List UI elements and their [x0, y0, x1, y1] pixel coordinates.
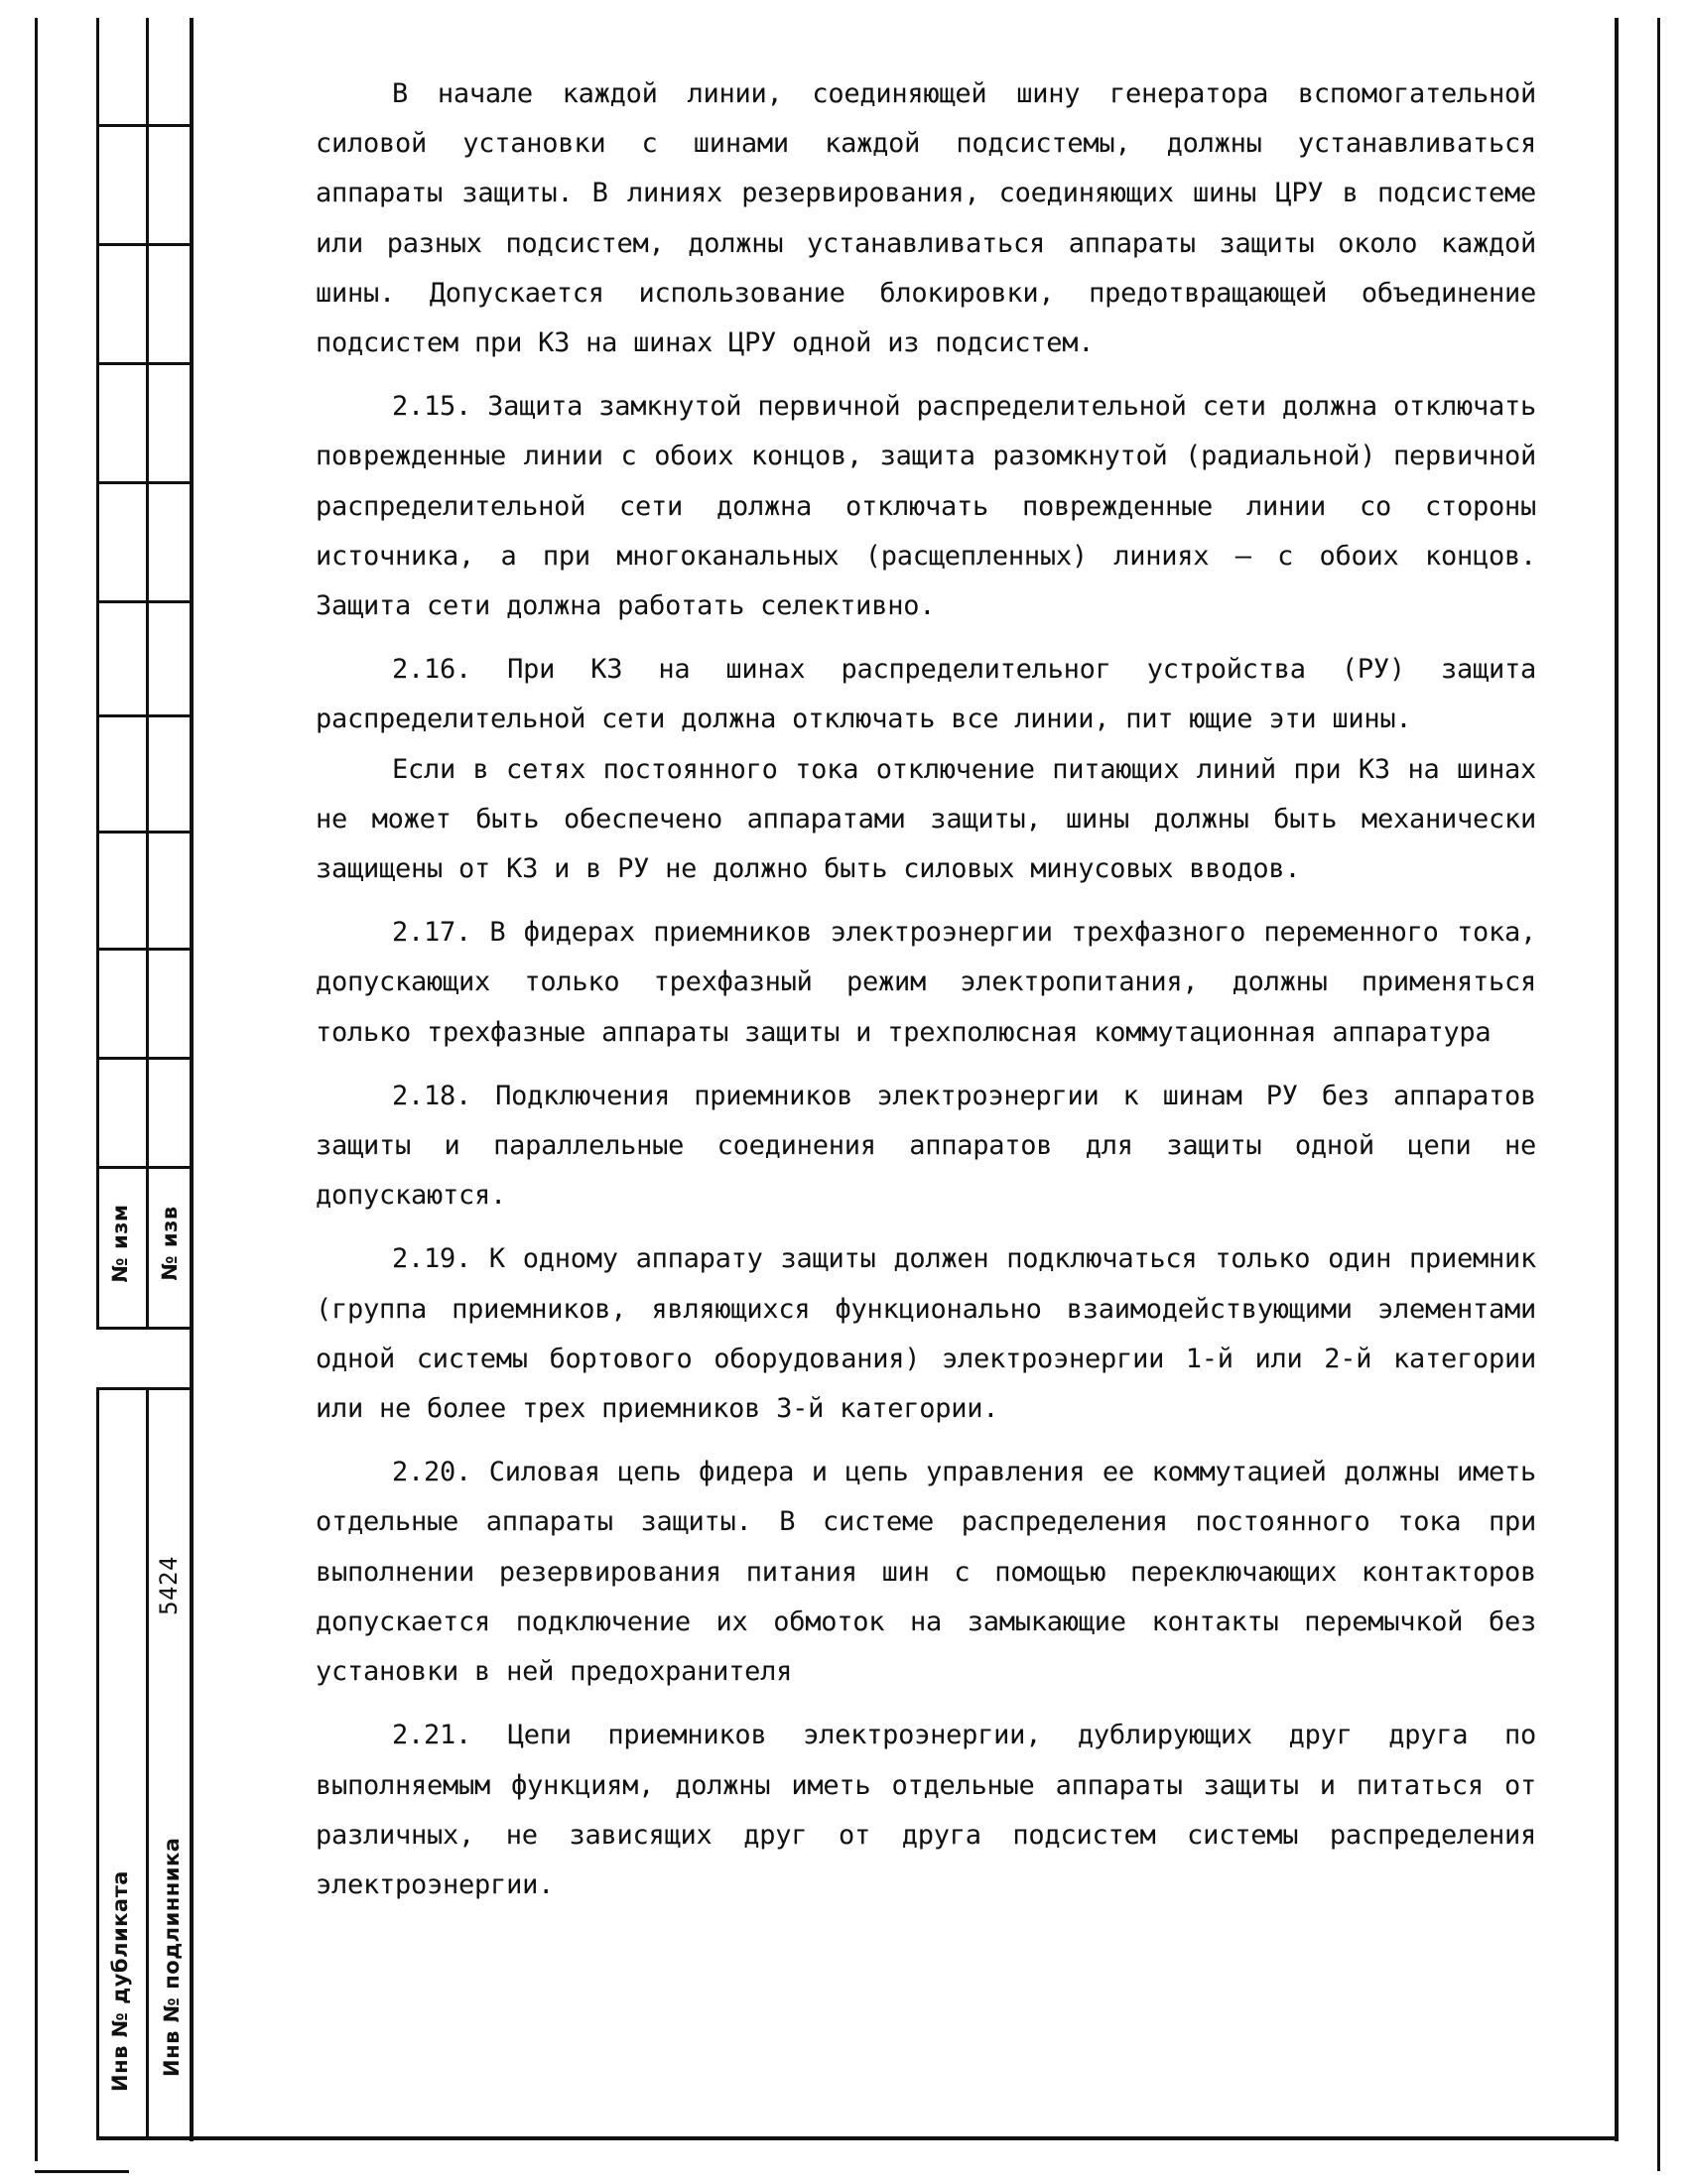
stamp-lower-outer-line — [96, 1387, 99, 2139]
stamp-row-line — [96, 1166, 190, 1169]
paragraph-2-21: 2.21. Цепи приемников электроэнергии, дублирующих друг друга по выполняемым функциям, должны иметь отдельные аппараты защиты и питаться от различных, не зависящих друг от друга подсистем системы распределения электроэнергии. — [316, 1720, 1536, 1900]
stamp-upper-outer-line — [96, 18, 99, 1328]
stamp-row-line — [96, 948, 190, 951]
bottom-margin-stub — [35, 2170, 129, 2173]
stamp-inv-duplicate-label: Инв № дубликата — [108, 1870, 132, 2092]
paragraph-2-15: 2.15. Защита замкнутой первичной распределительной сети должна отключать поврежденные линии с обоих концов, защита разомкнутой (радиальной) первичной распределительной сети должна отключать поврежденные линии со стороны источника, а при многоканальных (расщепленных) линиях – с обоих концов. Защита сети должна работать селективно. — [316, 391, 1536, 622]
stamp-lower-top-line — [96, 1387, 190, 1390]
stamp-upper-bottom-line — [96, 1327, 190, 1330]
stamp-lower-mid-line — [146, 1387, 149, 2139]
frame-right-border — [1615, 18, 1619, 2141]
paragraph-2-17: 2.17. В фидерах приемников электроэнергии трехфазного переменного тока, допускающих только трехфазный режим электропитания, должны применяться только трехфазные аппараты защиты и трехполюсная коммутационная аппаратура — [316, 917, 1536, 1048]
stamp-izm-label: № изм — [108, 1204, 132, 1283]
stamp-row-line — [96, 243, 190, 246]
frame-left-border — [190, 18, 194, 2141]
stamp-row-line — [96, 714, 190, 717]
stamp-row-line — [96, 362, 190, 365]
stamp-row-line — [96, 124, 190, 127]
outer-right-line — [1657, 18, 1660, 2171]
stamp-inv-original-number: 5424 — [155, 1556, 183, 1615]
stamp-inv-original-label: Инв № подлинника — [160, 1837, 184, 2077]
paragraph: Если в сетях постоянного тока отключение питающих линий при КЗ на шинах не может быть обеспечено аппаратами защиты, шины должны быть механически защищены от КЗ и в РУ не должно быть силовых минусовых вводов. — [316, 753, 1536, 885]
frame-bottom-border — [96, 2136, 1619, 2140]
stamp-row-line — [96, 1057, 190, 1060]
paragraph-2-16: 2.16. При КЗ на шинах распределительног устройства (РУ) защита распределительной сети должна отключать все линии, пит ющие эти шины. — [316, 654, 1536, 735]
stamp-row-line — [96, 481, 190, 484]
stamp-upper-mid-line — [146, 18, 149, 1328]
paragraph: В начале каждой линии, соединяющей шину генератора вспомогательной силовой установки с шинами каждой подсистемы, должны устанавливаться аппараты защиты. В линиях резервирования, соединяющих шины ЦРУ в подсистеме или разных подсистем, должны устанавливаться аппараты защиты около каждой шины. Допускается использование блокировки, предотвращающей объединение подсистем при КЗ на шинах ЦРУ одной из подсистем. — [316, 78, 1536, 359]
stamp-izv-label: № изв — [158, 1206, 182, 1281]
paragraph-2-19: 2.19. К одному аппарату защиты должен подключаться только один приемник (группа приемников, являющихся функционально взаимодействующими элементами одной системы бортового оборудования) электроэнергии 1-й или 2-й категории или не более трех приемников 3-й категории. — [316, 1243, 1536, 1425]
stamp-row-line — [96, 831, 190, 834]
left-margin-line — [35, 18, 38, 2161]
paragraph-2-20: 2.20. Силовая цепь фидера и цепь управления ее коммутацией должны иметь отдельные аппараты защиты. В системе распределения постоянного тока при выполнении резервирования питания шин с помощью переключающих контакторов допускается подключение их обмоток на замыкающие контакты перемычкой без установки в ней предохранителя — [316, 1457, 1536, 1688]
document-body — [316, 69, 1536, 1910]
stamp-row-line — [96, 600, 190, 603]
paragraph-2-18: 2.18. Подключения приемников электроэнергии к шинам РУ без аппаратов защиты и параллельные соединения аппаратов для защиты одной цепи не допускаются. — [316, 1080, 1536, 1212]
